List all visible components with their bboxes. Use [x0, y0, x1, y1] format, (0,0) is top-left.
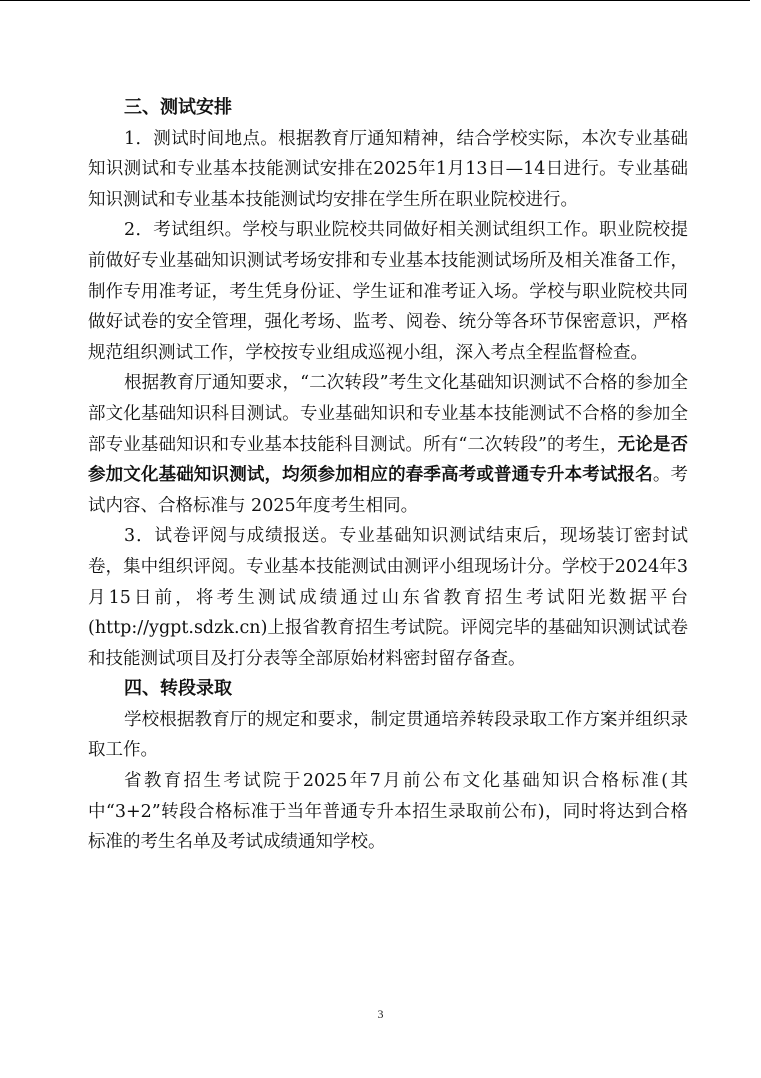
document-body: [88, 93, 688, 858]
paragraph-test-time-location: 1．测试时间地点。根据教育厅通知精神，结合学校实际，本次专业基础知识测试和专业基本技能测试安排在2025年1月13日—14日进行。专业基础知识测试和专业基本技能测试均安排在学生所在职业院校进行。: [88, 128, 688, 210]
paragraph-standards-announcement: 省教育招生考试院于2025年7月前公布文化基础知识合格标准(其中“3+2”转段合格标准于当年普通专升本招生录取前公布)，同时将达到合格标准的考生名单及考试成绩通知学校。: [88, 771, 688, 853]
page-number: 3: [377, 1007, 384, 1021]
section-heading-transfer-admission: 四、转段录取: [124, 678, 232, 700]
paragraph-admission-plan: 学校根据教育厅的规定和要求，制定贯通培养转段录取工作方案并组织录取工作。: [88, 709, 688, 761]
paragraph-second-transfer-requirements: [88, 368, 688, 521]
paragraph-grading-reporting: 3．试卷评阅与成绩报送。专业基础知识测试结束后，现场装订密封试卷，集中组织评阅。专业基本技能测试由测评小组现场计分。学校于2024年3月15日前，将考生测试成绩通过山东省教育招生考试阳光数据平台(http://ygpt.sdzk.cn)上报省教育招生考试院。评阅完毕的基础知识测试试卷和技能测试项目及打分表等全部原始材料密封留存备查。: [88, 526, 688, 669]
paragraph-text: 。考试内容、合格标准与 2025年度考生相同。: [88, 465, 689, 516]
emphasized-text: 无论是否参加文化基础知识测试，均须参加相应的春季高考或普通专升本考试报名: [88, 434, 688, 486]
section-heading-test-arrangement: 三、测试安排: [124, 97, 232, 118]
paragraph-exam-organization: 2．考试组织。学校与职业院校共同做好相关测试组织工作。职业院校提前做好专业基础知识测试考场安排和专业基本技能测试场所及相关准备工作，制作专用准考证，考生凭身份证、学生证和准考证入场。学校与职业院校共同做好试卷的安全管理，强化考场、监考、阅卷、统分等各环节保密意识，严格规范组织测试工作，学校按专业组成巡视小组，深入考点全程监督检查。: [88, 220, 688, 363]
top-border-line: [0, 0, 750, 1]
paragraph-text: 根据教育厅通知要求，“二次转段”考生文化基础知识测试不合格的参加全部文化基础知识科目测试。专业基础知识和专业基本技能测试不合格的参加全部专业基础知识和专业基本技能科目测试。所有“二次转段”的考生，: [88, 373, 688, 455]
